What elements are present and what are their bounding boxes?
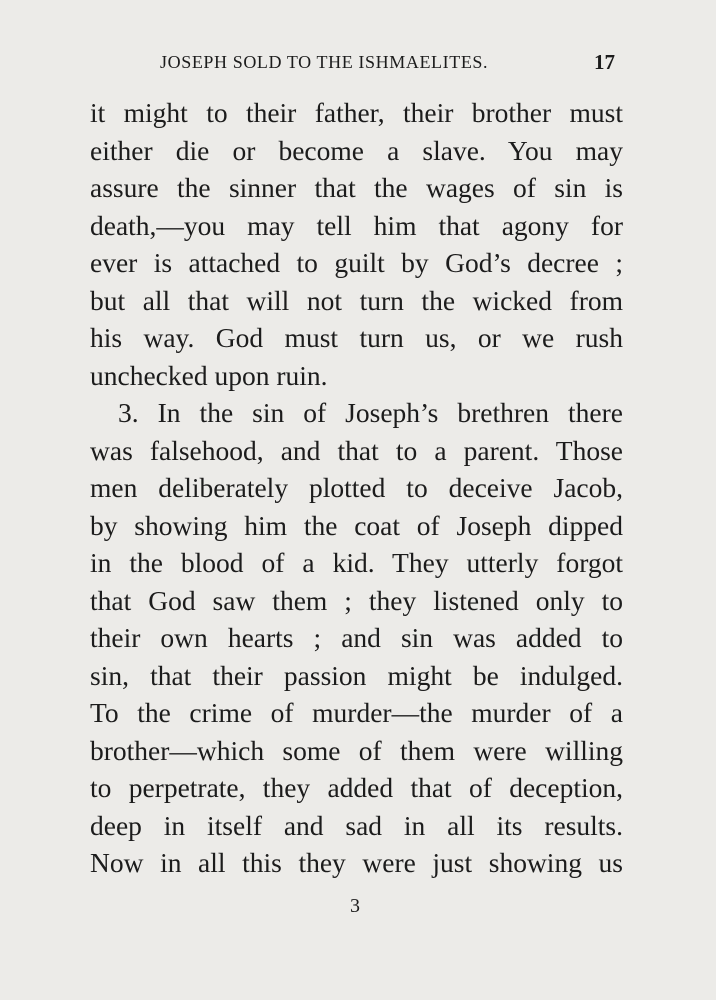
text-line: his way. God must turn us, or we rush [90,322,623,353]
paragraph-start-line: 3. In the sin of Joseph’s brethren there [118,397,623,428]
text-line: was falsehood, and that to a parent. Those [90,434,623,466]
text-line: Now in all this they were just showing us [90,847,623,878]
text-line: unchecked upon ruin. [90,359,328,391]
text-line: to perpetrate, they added that of deception, [90,772,623,803]
text-line: their own hearts ; and sin was added to [90,622,623,653]
text-line: deep in itself and sad in all its results. [90,809,623,841]
text-line: sin, that their passion might be indulged. [90,659,623,691]
text-line: in the blood of a kid. They utterly forgot [90,547,623,578]
text-line: ever is attached to guilt by God’s decree ; [90,247,623,278]
running-head: JOSEPH SOLD TO THE ISHMAELITES. [160,52,489,72]
page-number: 17 [594,50,615,74]
text-line: brother—which some of them were willing [90,734,623,766]
text-line: that God saw them ; they listened only to [90,584,623,616]
text-line: either die or become a slave. You may [90,134,623,166]
text-line: men deliberately plotted to deceive Jacob, [90,472,623,503]
text-line: death,—you may tell him that agony for [90,209,623,241]
text-line: To the crime of murder—the murder of a [90,697,623,728]
text-line: by showing him the coat of Joseph dipped [90,509,623,541]
text-line: but all that will not turn the wicked from [90,284,623,316]
signature-mark: 3 [350,895,360,917]
text-line: assure the sinner that the wages of sin is [90,172,623,203]
text-line: it might to their father, their brother must [90,97,623,128]
